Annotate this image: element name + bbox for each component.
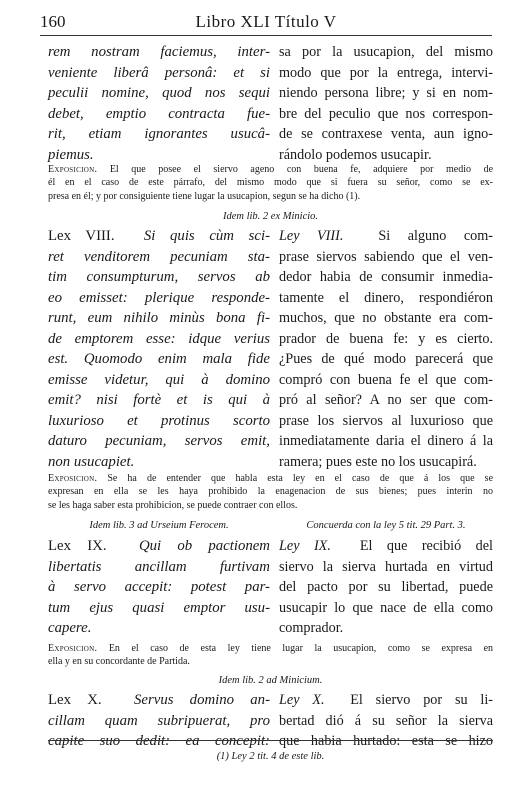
footnote	[48, 751, 493, 762]
running-header	[40, 8, 492, 36]
spanish-line	[279, 690, 493, 711]
latin-line: cillam quam subripuerat, pro	[48, 712, 270, 729]
exposicion-text: El que posee el siervo ageno con buena fe, adquiere por medio de	[109, 164, 494, 175]
latin-line: tum ejus quasi emptor usu-	[48, 599, 270, 616]
latin-line: rem nostram faciemus, inter-	[48, 44, 270, 60]
spanish-concordance-citation	[279, 520, 493, 531]
spanish-concordance-text: Concuerda con la ley 5 tit. 29 Part. 3.	[306, 520, 466, 531]
spanish-line: muchos, que no obstante era com-	[279, 310, 493, 326]
spanish-text: Si alguno com-	[378, 228, 493, 244]
latin-line: rit, etiam ignorantes usucâ-	[48, 126, 270, 142]
exposicion-label: Exposicion.	[48, 164, 98, 175]
spanish-text: El que recibió del	[359, 538, 493, 554]
spanish-line: de se contraxese venta, aun igno-	[279, 126, 493, 142]
page-number: 160	[40, 12, 66, 31]
latin-line: est. Quomodo enim mala fide	[48, 351, 270, 367]
source-citation	[48, 675, 493, 686]
latin-line: libertatis ancillam furtivam	[48, 558, 270, 575]
spanish-line: prase siervos sabiendo que el ven-	[279, 248, 493, 265]
spanish-line: ¿Pues de qué modo parecerá que	[279, 351, 493, 367]
exposicion-text: En el caso de esta ley tiene lugar la usucapion, como se expresa en	[108, 643, 494, 654]
latin-text: Qui ob pactionem	[138, 538, 270, 554]
spanish-line: inmediatamente daria el dinero á la	[279, 433, 493, 449]
latin-line	[48, 536, 270, 557]
spanish-line: niendo persona libre; y si en nom-	[279, 85, 493, 101]
spanish-line: usucapir lo que nace de ella como	[279, 599, 493, 616]
latin-text: Si quis cùm sci-	[143, 228, 270, 244]
latin-line: piemus.	[48, 146, 94, 163]
latin-source-text: Idem lib. 3 ad Urseium Ferocem.	[89, 520, 229, 531]
spanish-line: modo que por la entrega, intervi-	[279, 64, 493, 81]
spanish-line	[279, 536, 493, 557]
latin-line	[48, 226, 270, 247]
latin-line: à servo accepit: potest par-	[48, 579, 270, 595]
ley-heading: Ley VIII.	[279, 228, 344, 244]
latin-column-block2	[48, 226, 270, 472]
latin-line: daturo pecuniam, servos emit,	[48, 433, 270, 449]
exposicion-line: ella y en su concordante de Partida.	[48, 656, 190, 668]
header-rule	[40, 35, 492, 36]
exposicion-label: Exposicion.	[48, 473, 98, 484]
lex-heading: Lex IX.	[48, 538, 107, 554]
spanish-line: prador de buena fe: y es cierto.	[279, 330, 493, 347]
footnote-rule	[48, 740, 493, 741]
ley-heading: Ley IX.	[279, 538, 331, 554]
latin-column-block4	[48, 690, 270, 752]
exposicion-line: expresan en ella se les haya prohibido la enagenacion de sus bienes; pues interin no	[48, 486, 493, 498]
latin-source-citation	[48, 520, 270, 531]
exposicion-line	[48, 472, 493, 485]
latin-line: eo emisset: plerique responde-	[48, 289, 270, 306]
latin-line: de emptorem esse: idque verius	[48, 330, 270, 347]
spanish-line: del pacto por su libertad, puede	[279, 579, 493, 595]
latin-line: emit? nisi fortè et is qui à	[48, 392, 270, 408]
spanish-column-block1	[279, 42, 493, 165]
ley-heading: Ley X.	[279, 692, 325, 708]
spanish-line: bertad dió á su señor la sierva	[279, 712, 493, 729]
spanish-line: que habia hurtado: esta se hizo	[279, 733, 493, 749]
source-citation	[48, 211, 493, 222]
spanish-line	[279, 226, 493, 247]
latin-line: runt, eum nihilo minùs bona fi-	[48, 310, 270, 326]
latin-column-block1	[48, 42, 270, 165]
latin-line: tim consumpturum, servos ab	[48, 269, 270, 285]
exposicion-block1	[48, 163, 493, 203]
spanish-line: comprador.	[279, 620, 344, 636]
latin-line: peculii nomine, quod nos sequi	[48, 85, 270, 101]
latin-line: veniente liberâ personâ: et si	[48, 64, 270, 81]
exposicion-line	[48, 642, 493, 655]
spanish-line: compró con buena fe el que com-	[279, 371, 493, 388]
latin-line: capere.	[48, 620, 92, 636]
exposicion-line: presa en él; y por consiguiente tiene lugar la usucapion, segun se ha dicho (1).	[48, 190, 361, 202]
latin-text: Servus domino an-	[134, 692, 271, 708]
latin-line: debet, emptio contracta fue-	[48, 105, 270, 122]
exposicion-text: Se ha de entender que habla esta ley en el caso de que á los que se	[107, 473, 494, 484]
latin-line: luxurioso et protinus scorto	[48, 412, 270, 429]
exposicion-line: él en el caso de este párrafo, del mismo modo que si fuera su señor, como se ex-	[48, 177, 493, 189]
lex-heading: Lex VIII.	[48, 228, 115, 244]
spanish-line: prase los siervos al luxurioso que	[279, 412, 493, 429]
latin-line	[48, 690, 270, 711]
spanish-line: sa por la usucapion, del mismo	[279, 44, 493, 60]
lex-heading: Lex X.	[48, 692, 102, 708]
spanish-line: bre del peculio que nos correspon-	[279, 105, 493, 122]
spanish-line: ramera; pues este no los usucapirá.	[279, 453, 477, 470]
source-text: Idem lib. 2 ex Minicio.	[222, 211, 319, 222]
source-text: Idem lib. 2 ad Minicium.	[218, 675, 323, 686]
spanish-text: El siervo por su li-	[350, 692, 494, 708]
spanish-line: siervo la sierva hurtada en virtud	[279, 558, 493, 575]
latin-line: non usucapiet.	[48, 453, 135, 470]
spanish-line: tamente el dinero, respondiéron	[279, 289, 493, 306]
spanish-line: pró al señor? A no ser que com-	[279, 392, 493, 408]
exposicion-line: se les haga saber esta prohibicion, se puede contraer con ellos.	[48, 499, 298, 511]
exposicion-line	[48, 163, 493, 176]
exposicion-block3	[48, 642, 493, 669]
exposicion-label: Exposicion.	[48, 643, 98, 654]
latin-line: emisse videtur, qui à domino	[48, 371, 270, 388]
spanish-line: rándolo podemos usucapir.	[279, 146, 432, 163]
latin-line: capite suo dedit: ea concepit:	[48, 733, 270, 749]
footnote-text: (1) Ley 2 tit. 4 de este lib.	[216, 751, 325, 762]
spanish-line: dedor habia de consumir inmedia-	[279, 269, 493, 285]
spanish-column-block3	[279, 536, 493, 639]
spanish-column-block4	[279, 690, 493, 752]
latin-line: ret venditorem pecuniam sta-	[48, 248, 270, 265]
exposicion-block2	[48, 472, 493, 512]
spanish-column-block2	[279, 226, 493, 472]
running-head-title: Libro XLI Título V	[195, 12, 337, 31]
latin-column-block3	[48, 536, 270, 639]
